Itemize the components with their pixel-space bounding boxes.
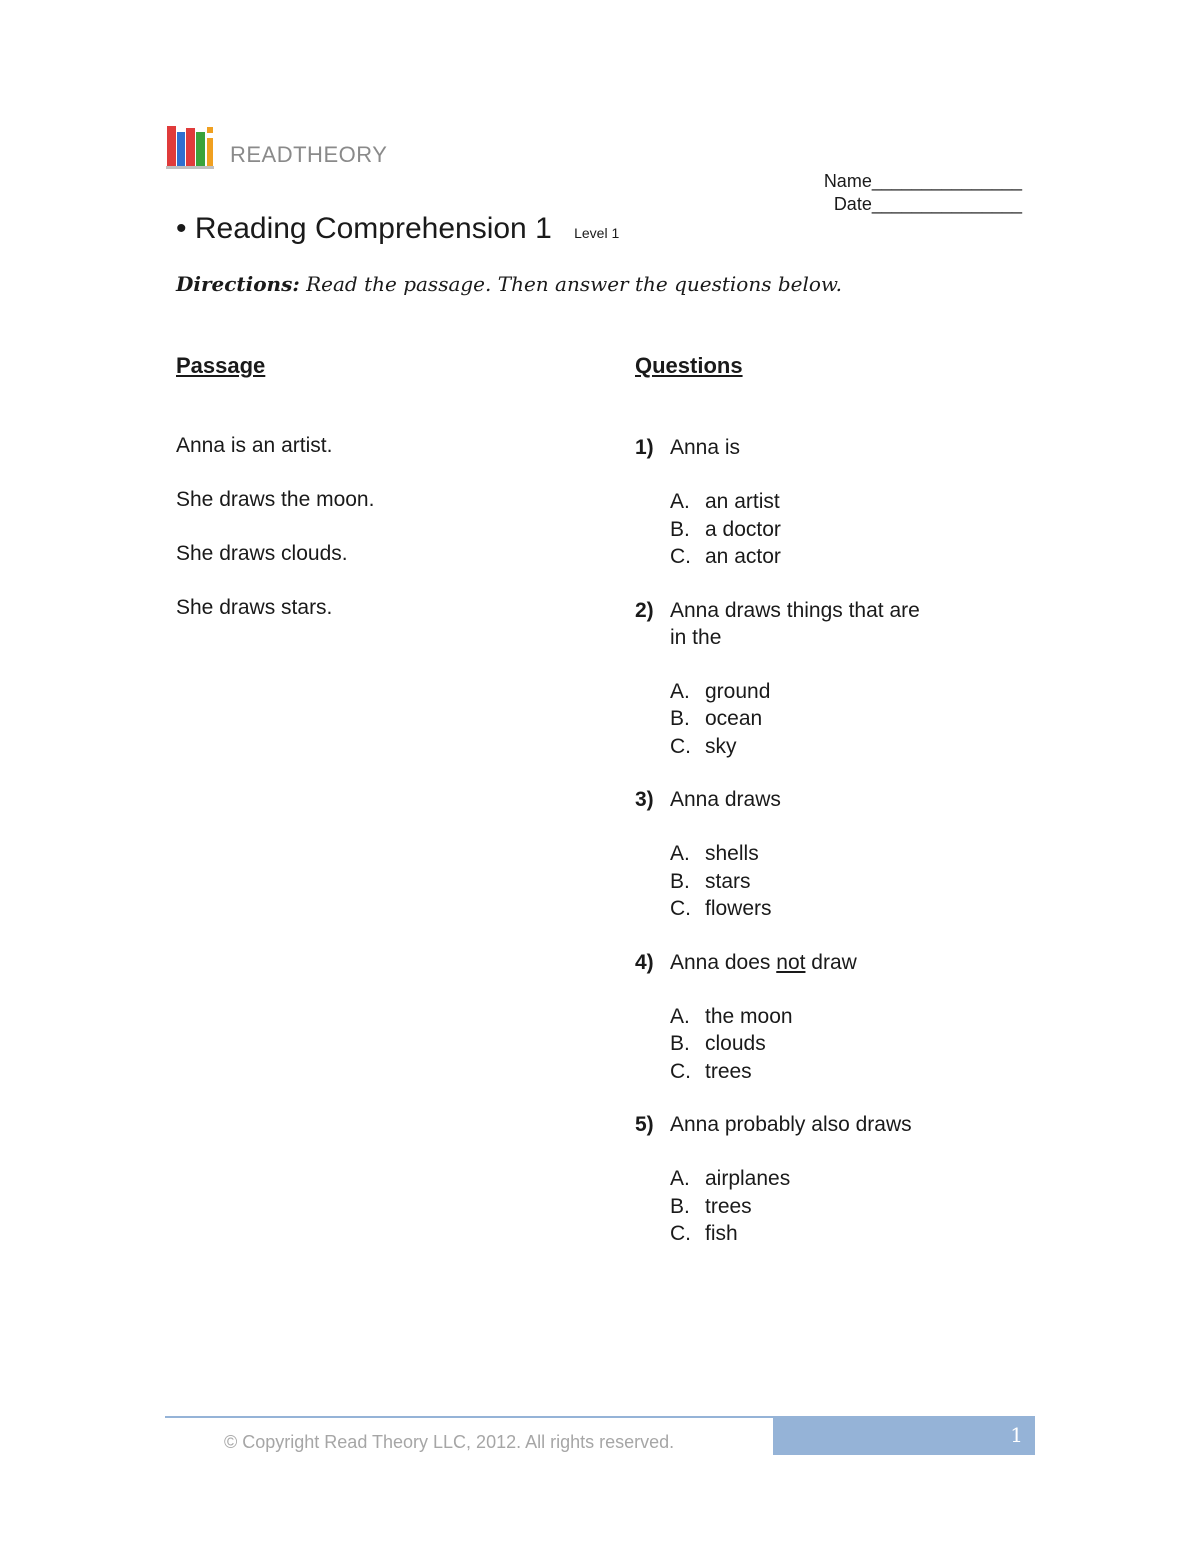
option-letter: A. <box>670 842 690 865</box>
name-field[interactable]: Name_______________ <box>823 171 1022 191</box>
option-text: trees <box>705 1059 752 1083</box>
passage-heading: Passage <box>176 353 266 378</box>
answer-option[interactable] <box>670 1030 1015 1058</box>
option-text: clouds <box>705 1032 766 1055</box>
date-field[interactable]: Date_______________ <box>833 194 1022 214</box>
passage-body <box>176 434 596 650</box>
option-text: stars <box>705 869 751 893</box>
question-4 <box>635 949 1015 1086</box>
answer-option[interactable] <box>670 1220 1015 1248</box>
option-letter: A. <box>670 490 690 513</box>
stem-emphasis: not <box>776 950 806 974</box>
option-text: flowers <box>705 897 772 920</box>
option-text: trees <box>705 1194 752 1218</box>
stem-part: Anna does <box>670 950 777 974</box>
answer-option[interactable] <box>670 1165 1015 1193</box>
page-number: 1 <box>1010 1423 1023 1447</box>
answer-option[interactable] <box>670 1058 1015 1086</box>
question-number: 3) <box>635 788 654 811</box>
question-5 <box>635 1111 1015 1248</box>
option-letter: B. <box>670 517 690 541</box>
page-title <box>176 212 619 246</box>
directions-text: Read the passage. Then answer the questions below. <box>306 272 843 296</box>
option-letter: B. <box>670 1032 690 1055</box>
footer-copyright: © Copyright Read Theory LLC, 2012. All rights reserved. <box>224 1432 675 1452</box>
readtheory-logo <box>166 124 406 172</box>
option-letter: A. <box>670 679 690 703</box>
question-number: 5) <box>635 1113 654 1136</box>
answer-option[interactable] <box>670 840 1015 868</box>
answer-option[interactable] <box>670 488 1015 516</box>
answer-option[interactable] <box>670 1193 1015 1221</box>
answer-option[interactable] <box>670 895 1015 923</box>
name-date-fields <box>824 170 1022 216</box>
option-text: an artist <box>705 490 780 513</box>
option-text: an actor <box>705 545 781 568</box>
answer-option[interactable] <box>670 868 1015 896</box>
books-logo-icon <box>166 124 216 170</box>
passage-line: She draws the moon. <box>176 488 375 511</box>
question-number: 1) <box>635 436 654 459</box>
directions <box>176 272 842 296</box>
question-stem: Anna probably also draws <box>670 1113 912 1136</box>
answer-option[interactable] <box>670 543 1015 571</box>
answer-option[interactable] <box>670 733 1015 761</box>
question-stem: Anna draws things that are in the <box>670 598 920 649</box>
questions-list <box>635 434 1015 1274</box>
passage-line: She draws stars. <box>176 596 333 619</box>
option-letter: C. <box>670 897 691 920</box>
stem-part: draw <box>805 950 857 974</box>
question-2 <box>635 597 1015 761</box>
option-letter: C. <box>670 734 691 758</box>
question-number: 4) <box>635 950 654 974</box>
question-stem: Anna is <box>670 436 741 459</box>
option-letter: B. <box>670 1194 690 1218</box>
option-letter: B. <box>670 869 690 893</box>
option-text: a doctor <box>705 517 781 541</box>
logo-wordmark: READTHEORY <box>230 142 388 167</box>
directions-label: Directions: <box>176 272 300 296</box>
option-letter: C. <box>670 1222 691 1245</box>
answer-option[interactable] <box>670 705 1015 733</box>
option-text: ocean <box>705 707 763 730</box>
passage-line: Anna is an artist. <box>176 434 333 457</box>
option-letter: C. <box>670 1059 691 1083</box>
option-text: the moon <box>705 1004 793 1028</box>
option-letter: A. <box>670 1167 690 1190</box>
answer-option[interactable] <box>670 1003 1015 1031</box>
option-text: airplanes <box>705 1167 791 1190</box>
question-1 <box>635 434 1015 571</box>
passage-line: She draws clouds. <box>176 542 348 565</box>
title-level: Level 1 <box>574 225 620 241</box>
answer-option[interactable] <box>670 516 1015 544</box>
option-text: shells <box>705 842 759 865</box>
title-main: Reading Comprehension 1 <box>194 212 552 245</box>
option-text: fish <box>705 1222 738 1245</box>
title-bullet: • <box>176 212 187 245</box>
option-letter: C. <box>670 545 691 568</box>
option-letter: B. <box>670 707 690 730</box>
answer-option[interactable] <box>670 678 1015 706</box>
page-number-box <box>773 1418 1035 1455</box>
option-letter: A. <box>670 1004 690 1028</box>
question-3 <box>635 786 1015 923</box>
questions-heading: Questions <box>635 353 743 378</box>
option-text: ground <box>705 679 771 703</box>
option-text: sky <box>705 734 737 758</box>
question-number: 2) <box>635 598 654 622</box>
question-stem: Anna draws <box>670 788 781 811</box>
question-stem <box>670 949 1015 976</box>
